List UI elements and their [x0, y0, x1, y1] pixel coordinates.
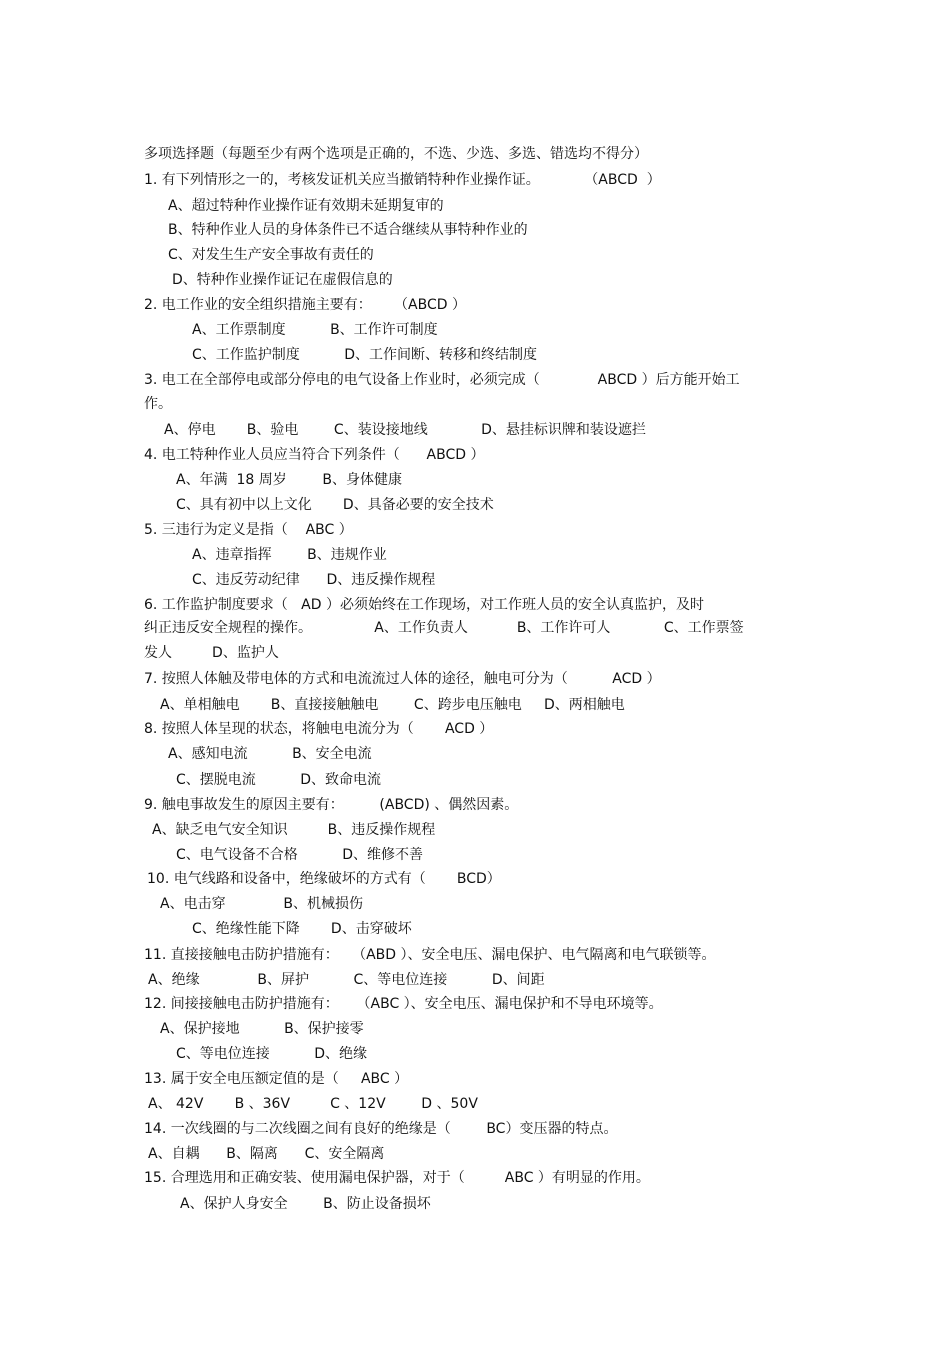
option-line: A、年满 18 周岁 B、身体健康 — [176, 472, 402, 488]
question-15: 15. 合理选用和正确安装、使用漏电保护器，对于（ ABC ）有明显的作用。 — [144, 1170, 650, 1186]
section-title: 多项选择题（每题至少有两个选项是正确的，不选、少选、多选、错选均不得分） — [144, 146, 648, 162]
question-6-continued: 纠正违反安全规程的操作。 A、工作负责人 B、工作许可人 C、工作票签 — [144, 620, 744, 636]
option-line: A、停电 B、验电 C、装设接地线 D、悬挂标识牌和装设遮拦 — [164, 422, 646, 438]
question-4: 4. 电工特种作业人员应当符合下列条件（ ABCD ） — [144, 447, 485, 463]
question-3-continued: 作。 — [144, 396, 172, 412]
option-line: A、工作票制度 B、工作许可制度 — [192, 322, 438, 338]
question-14: 14. 一次线圈的与二次线圈之间有良好的绝缘是（ BC）变压器的特点。 — [144, 1121, 618, 1137]
option-line: A、绝缘 B、屏护 C、等电位连接 D、间距 — [148, 972, 545, 988]
option-line: C、电气设备不合格 D、维修不善 — [176, 847, 424, 863]
option-line: C、绝缘性能下降 D、击穿破坏 — [192, 921, 412, 937]
question-6: 6. 工作监护制度要求（ AD ）必须始终在工作现场，对工作班人员的安全认真监护，及时 — [144, 597, 704, 613]
question-2: 2. 电工作业的安全组织措施主要有： （ABCD ） — [144, 297, 466, 313]
option-line: C、摆脱电流 D、致命电流 — [176, 772, 382, 788]
question-9: 9. 触电事故发生的原因主要有： (ABCD) 、偶然因素。 — [144, 797, 519, 813]
option-line: C、具有初中以上文化 D、具备必要的安全技术 — [176, 497, 494, 513]
option-line: A、单相触电 B、直接接触触电 C、跨步电压触电 D、两相触电 — [160, 697, 625, 713]
question-10: 10. 电气线路和设备中，绝缘破坏的方式有（ BCD） — [147, 871, 501, 887]
option-line: C、违反劳动纪律 D、违反操作规程 — [192, 572, 436, 588]
option-line: A、电击穿 B、机械损伤 — [160, 896, 364, 912]
question-13: 13. 属于安全电压额定值的是（ ABC ） — [144, 1071, 409, 1087]
question-8: 8. 按照人体呈现的状态，将触电电流分为（ ACD ） — [144, 721, 494, 737]
question-7: 7. 按照人体触及带电体的方式和电流流过人体的途径，触电可分为（ ACD ） — [144, 671, 661, 687]
question-5: 5. 三违行为定义是指（ ABC ） — [144, 522, 353, 538]
option-line: A、超过特种作业操作证有效期未延期复审的 — [168, 198, 444, 214]
option-line: A、保护人身安全 B、防止设备损坏 — [180, 1196, 431, 1212]
option-line: C、等电位连接 D、绝缘 — [176, 1046, 368, 1062]
option-line: A、感知电流 B、安全电流 — [168, 746, 372, 762]
option-line: B、特种作业人员的身体条件已不适合继续从事特种作业的 — [168, 222, 528, 238]
question-6-continued: 发人 D、监护人 — [144, 645, 279, 661]
question-3: 3. 电工在全部停电或部分停电的电气设备上作业时，必须完成（ ABCD ）后方能开始工 — [144, 372, 740, 388]
question-12: 12. 间接接触电击防护措施有： （ABC ）、安全电压、漏电保护和不导电环境等。 — [144, 996, 663, 1012]
option-line: A、违章指挥 B、违规作业 — [192, 547, 387, 563]
option-line: A、保护接地 B、保护接零 — [160, 1021, 364, 1037]
question-1: 1. 有下列情形之一的，考核发证机关应当撤销特种作业操作证。 （ABCD ） — [144, 172, 661, 188]
option-line: C、工作监护制度 D、工作间断、转移和终结制度 — [192, 347, 538, 363]
option-line: A、自耦 B、隔离 C、安全隔离 — [148, 1146, 385, 1162]
option-line: A、 42V B 、36V C 、12V D 、50V — [148, 1096, 478, 1112]
option-line: D、特种作业操作证记在虚假信息的 — [172, 272, 393, 288]
option-line: A、缺乏电气安全知识 B、违反操作规程 — [152, 822, 436, 838]
option-line: C、对发生生产安全事故有责任的 — [168, 247, 374, 263]
question-11: 11. 直接接触电击防护措施有： （ABD ）、安全电压、漏电保护、电气隔离和电气联锁等。 — [144, 947, 716, 963]
